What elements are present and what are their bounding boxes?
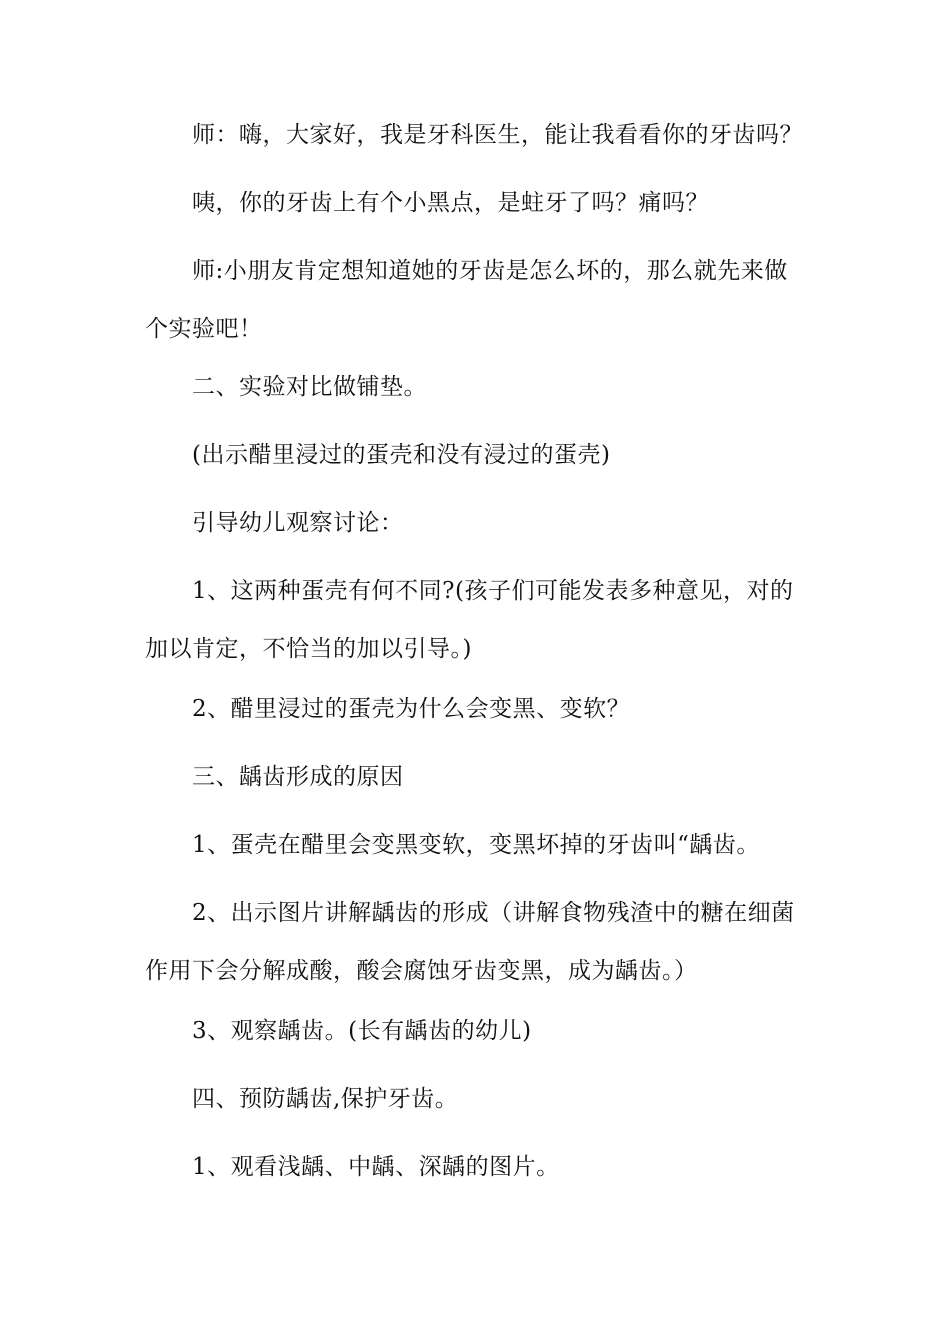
list-item-prevent-1: 1、观看浅龋、中龋、深龋的图片。 (192, 1154, 560, 1180)
paragraph-experiment-intro: 师:小朋友肯定想知道她的牙齿是怎么坏的，那么就先来做个实验吧！ (145, 258, 788, 342)
section-heading-4: 四、预防龋齿,保护牙齿。 (192, 1086, 459, 1112)
paragraph-show-eggshells: (出示醋里浸过的蛋壳和没有浸过的蛋壳) (192, 442, 611, 468)
list-item-question-2: 2、醋里浸过的蛋壳为什么会变黑、变软？ (192, 696, 631, 722)
section-heading-2: 二、实验对比做铺垫。 (192, 374, 427, 400)
list-item-cause-3: 3、观察龋齿。(长有龋齿的幼儿) (192, 1018, 532, 1044)
paragraph-dentist-greeting: 师：嗨，大家好，我是牙科医生，能让我看看你的牙齿吗？ (192, 122, 803, 148)
list-item-question-1: 1、这两种蛋壳有何不同?(孩子们可能发表多种意见，对的加以肯定，不恰当的加以引导。) (145, 578, 794, 662)
paragraph-guide-discussion: 引导幼儿观察讨论： (192, 510, 404, 536)
list-item-cause-1: 1、蛋壳在醋里会变黑变软，变黑坏掉的牙齿叫“龋齿。 (192, 832, 760, 858)
list-item-cause-2: 2、出示图片讲解龋齿的形成（讲解食物残渣中的糖在细菌作用下会分解成酸，酸会腐蚀牙齿变黑，成为龋齿。） (145, 900, 795, 984)
paragraph-black-spot: 咦，你的牙齿上有个小黑点，是蛀牙了吗？痛吗？ (192, 190, 709, 216)
section-heading-3: 三、龋齿形成的原因 (192, 764, 404, 790)
